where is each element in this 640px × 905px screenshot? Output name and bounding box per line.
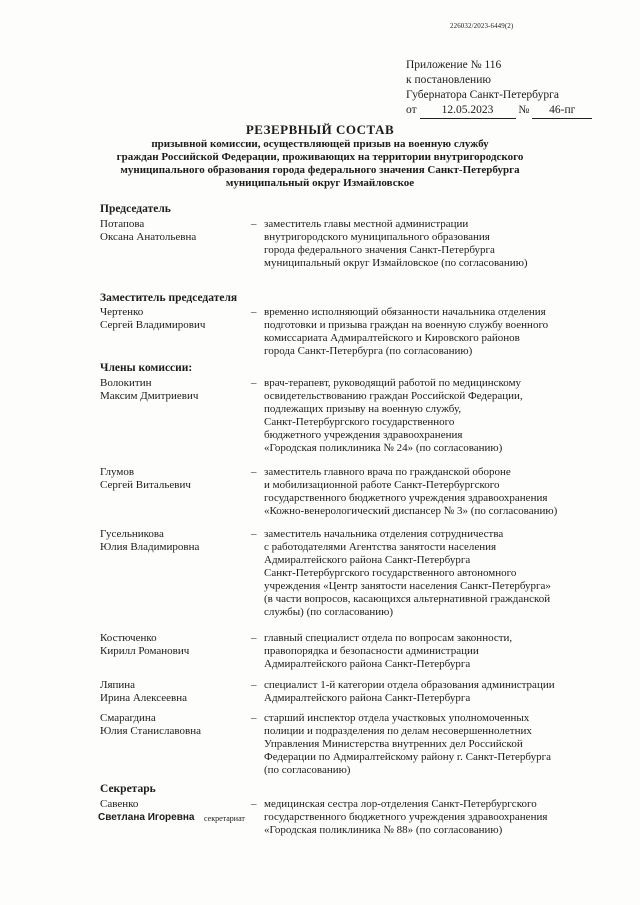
person-name	[100, 466, 191, 492]
subtitle-line: граждан Российской Федерации, проживающих на территории внутригородского	[116, 151, 524, 163]
secretariat-note: секретариат	[204, 814, 245, 823]
appendix-date-line	[406, 103, 592, 119]
person-name	[100, 712, 201, 738]
position-line: с работодателями Агентства занятости населения	[264, 541, 497, 553]
person-surname: Чертенко	[100, 306, 144, 318]
position-line: государственного бюджетного учреждения здравоохранения	[264, 492, 548, 504]
secretary-full-name-stamp: Светлана Игоревна	[98, 812, 195, 823]
position-line: специалист 1-й категории отдела образования администрации	[264, 679, 555, 691]
person-position	[264, 798, 609, 837]
document-subtitle	[100, 138, 540, 190]
position-line: Адмиралтейского района Санкт-Петербурга	[264, 658, 471, 670]
person-position	[264, 218, 609, 270]
decree-date: 12.05.2023	[420, 103, 516, 119]
position-line: города федерального значения Санкт-Петербурга	[264, 244, 495, 256]
person-position	[264, 528, 609, 619]
position-line: «Городская поликлиника № 24» (по согласованию)	[264, 442, 503, 454]
person-surname: Глумов	[100, 466, 135, 478]
position-line: заместитель главного врача по гражданской обороне	[264, 466, 511, 478]
subtitle-line: призывной комиссии, осуществляющей призыв на военную службу	[151, 138, 489, 150]
date-prefix: от	[406, 104, 417, 116]
number-prefix: №	[518, 104, 530, 116]
person-position	[264, 466, 609, 518]
person-given-name: Максим Дмитриевич	[100, 390, 199, 402]
position-line: медицинская сестра лор-отделения Санкт-Петербургского	[264, 798, 537, 810]
section-secretary-heading: Секретарь	[100, 783, 156, 795]
position-line: Федерации по Адмиралтейскому району г. Санкт-Петербурга	[264, 751, 551, 763]
appendix-block	[406, 58, 592, 119]
person-given-name: Сергей Владимирович	[100, 319, 206, 331]
dash-separator: –	[251, 712, 257, 724]
position-line: и мобилизационной работе Санкт-Петербургского	[264, 479, 500, 491]
person-given-name: Ирина Алексеевна	[100, 692, 187, 704]
position-line: города Санкт-Петербурга (по согласованию)	[264, 345, 473, 357]
position-line: государственного бюджетного учреждения здравоохранения	[264, 811, 548, 823]
person-given-name: Сергей Витальевич	[100, 479, 191, 491]
person-surname: Волокитин	[100, 377, 152, 389]
person-given-name: Юлия Владимировна	[100, 541, 200, 553]
dash-separator: –	[251, 528, 257, 540]
dash-separator: –	[251, 466, 257, 478]
person-given-name: Кирилл Романович	[100, 645, 190, 657]
position-line: бюджетного учреждения здравоохранения	[264, 429, 463, 441]
position-line: освидетельствованию граждан Российской Федерации,	[264, 390, 523, 402]
dash-separator: –	[251, 798, 257, 810]
position-line: Санкт-Петербургского государственного	[264, 416, 455, 428]
person-surname: Потапова	[100, 218, 145, 230]
position-line: подготовки и призыва граждан на военную службу военного	[264, 319, 549, 331]
section-members-heading: Члены комиссии:	[100, 362, 193, 374]
position-line: врач-терапевт, руководящий работой по медицинскому	[264, 377, 522, 389]
person-surname: Ляпина	[100, 679, 136, 691]
person-given-name: Оксана Анатольевна	[100, 231, 197, 243]
person-surname: Смарагдина	[100, 712, 156, 724]
person-surname: Костюченко	[100, 632, 157, 644]
position-line: (по согласованию)	[264, 764, 351, 776]
dash-separator: –	[251, 632, 257, 644]
position-line: заместитель начальника отделения сотрудничества	[264, 528, 504, 540]
decree-number: 46-пг	[532, 103, 592, 119]
person-position	[264, 679, 609, 705]
position-line: учреждения «Центр занятости населения Санкт-Петербурга»	[264, 580, 551, 592]
section-chair-heading: Председатель	[100, 203, 171, 215]
position-line: заместитель главы местной администрации	[264, 218, 469, 230]
person-given-name: Юлия Станиславовна	[100, 725, 201, 737]
position-line: подлежащих призыву на военную службу,	[264, 403, 462, 415]
dash-separator: –	[251, 218, 257, 230]
position-line: комиссариата Адмиралтейского и Кировского районов	[264, 332, 520, 344]
person-name	[100, 377, 198, 403]
position-line: временно исполняющий обязанности начальника отделения	[264, 306, 546, 318]
position-line: «Городская поликлиника № 88» (по согласованию)	[264, 824, 503, 836]
position-line: (в части вопросов, касающихся альтернативной гражданской	[264, 593, 551, 605]
person-position	[264, 306, 609, 358]
person-name	[100, 679, 187, 705]
person-position	[264, 377, 609, 455]
position-line: Адмиралтейского района Санкт-Петербурга	[264, 692, 471, 704]
dash-separator: –	[251, 377, 257, 389]
position-line: Управления Министерства внутренних дел Российской	[264, 738, 523, 750]
person-name	[100, 218, 196, 244]
dash-separator: –	[251, 679, 257, 691]
subtitle-line: муниципального образования города федерального значения Санкт-Петербурга	[120, 164, 520, 176]
position-line: правопорядка и безопасности администрации	[264, 645, 479, 657]
person-surname: Гусельникова	[100, 528, 164, 540]
appendix-line-1: Приложение № 116	[406, 59, 502, 71]
appendix-line-2: к постановлению	[406, 74, 491, 86]
dash-separator: –	[251, 306, 257, 318]
person-name	[100, 798, 138, 811]
document-registration-number: 226032/2023-6449(2)	[450, 22, 514, 30]
person-surname: Савенко	[100, 798, 139, 810]
person-position	[264, 712, 609, 777]
appendix-line-3: Губернатора Санкт-Петербурга	[406, 89, 559, 101]
position-line: внутригородского муниципального образования	[264, 231, 490, 243]
section-deputy-heading: Заместитель председателя	[100, 292, 238, 304]
position-line: Санкт-Петербургского государственного автономного	[264, 567, 517, 579]
position-line: старший инспектор отдела участковых уполномоченных	[264, 712, 530, 724]
document-title: РЕЗЕРВНЫЙ СОСТАВ	[245, 122, 395, 137]
person-name	[100, 306, 205, 332]
person-name	[100, 528, 199, 554]
position-line: «Кожно-венерологический диспансер № 3» (по согласованию)	[264, 505, 558, 517]
subtitle-line: муниципальный округ Измайловское	[225, 177, 415, 189]
position-line: муниципальный округ Измайловское (по согласованию)	[264, 257, 528, 269]
position-line: Адмиралтейского района Санкт-Петербурга	[264, 554, 471, 566]
position-line: полиции и подразделения по делам несовершеннолетних	[264, 725, 532, 737]
person-name	[100, 632, 189, 658]
position-line: службы) (по согласованию)	[264, 606, 394, 618]
person-position	[264, 632, 609, 671]
position-line: главный специалист отдела по вопросам законности,	[264, 632, 513, 644]
